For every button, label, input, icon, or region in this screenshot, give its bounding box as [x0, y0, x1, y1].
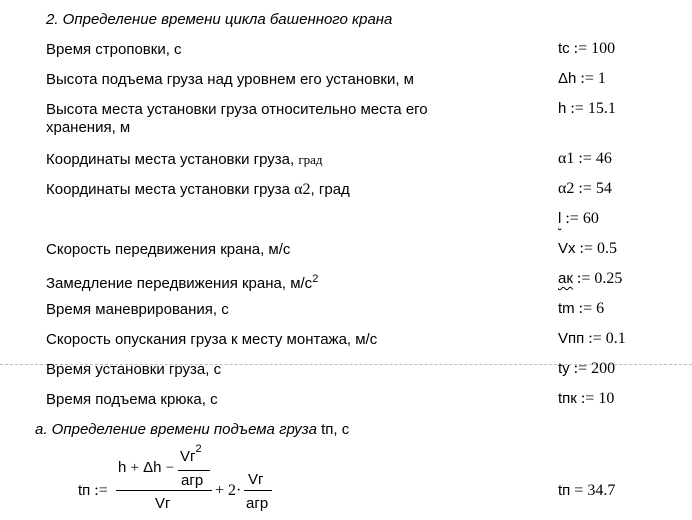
- formula-lhs: [78, 482, 112, 500]
- row-expr-dh: [558, 70, 606, 88]
- formula-result-var: tп: [558, 482, 571, 499]
- value-l: 60: [582, 210, 599, 227]
- formula-num-h: h: [118, 459, 127, 476]
- var-ty: ty: [558, 360, 570, 377]
- row-expr-tm: [558, 300, 604, 318]
- var-tc: tc: [558, 40, 570, 57]
- assign-op: :=: [588, 330, 602, 347]
- formula-num-minus: −: [165, 460, 175, 476]
- var-ak: aк: [558, 270, 573, 287]
- var-tpk: tпк: [558, 390, 577, 407]
- value-tpk: 10: [598, 390, 615, 407]
- assign-op: :=: [578, 180, 592, 197]
- value-h: 15.1: [587, 100, 616, 117]
- formula-inner-frac-line: [178, 470, 210, 471]
- row-label-dh: Высота подъема груза над уровнем его установки, м: [46, 71, 414, 88]
- row-label-h-line2: хранения, м: [46, 119, 131, 136]
- value-a2: 54: [595, 180, 612, 197]
- value-tm: 6: [596, 300, 605, 317]
- row-label-a2: [46, 181, 350, 198]
- row-label-a2-pre: Координаты места установки груза: [46, 181, 290, 198]
- value-a1: 46: [595, 150, 612, 167]
- formula-den: Vг: [155, 495, 171, 512]
- formula-f2-den: aгр: [246, 495, 269, 512]
- row-label-a2-greek: α2: [294, 181, 311, 198]
- row-label-h-line1: Высота места установки груза относительно места его: [46, 101, 428, 118]
- formula-assign: :=: [94, 482, 108, 499]
- value-vx: 0.5: [596, 240, 617, 257]
- subsection-title-text: a. Определение времени подъема груза: [35, 421, 317, 438]
- row-expr-h: [558, 100, 616, 118]
- row-expr-a1: [558, 150, 612, 168]
- formula-f2-frac-line: [244, 490, 272, 491]
- formula-lhs-var: tп: [78, 482, 91, 499]
- formula-plus-two: + 2·: [215, 482, 242, 499]
- value-ak: 0.25: [594, 270, 623, 287]
- row-expr-l: [558, 210, 599, 228]
- row-label-tpk: Время подъема крюка, с: [46, 391, 218, 408]
- result-equals: =: [574, 482, 584, 499]
- assign-op: :=: [570, 100, 584, 117]
- value-dh: 1: [597, 70, 606, 87]
- row-expr-tc: [558, 40, 615, 58]
- row-expr-ty: [558, 360, 615, 378]
- formula-inner-den: aгр: [181, 472, 204, 489]
- assign-op: :=: [565, 210, 579, 227]
- formula-result-value: 34.7: [587, 482, 616, 499]
- row-label-a1-unit: град: [298, 152, 323, 167]
- row-expr-ak: [558, 270, 622, 288]
- row-label-a1-text: Координаты места установки груза,: [46, 151, 295, 168]
- subsection-title: [35, 421, 349, 438]
- var-l: l: [558, 210, 562, 227]
- row-label-ak-sup: 2: [312, 273, 319, 285]
- value-vpp: 0.1: [605, 330, 626, 347]
- var-a1: α1: [558, 150, 575, 167]
- formula-main-frac-line: [116, 490, 212, 491]
- row-expr-tpk: [558, 390, 614, 408]
- row-label-ak-text: Замедление передвижения крана, м/с: [46, 275, 313, 292]
- var-tm: tm: [558, 300, 575, 317]
- formula-num-plus: +: [130, 460, 139, 476]
- row-label-a2-post: , град: [310, 181, 350, 198]
- assign-op: :=: [578, 300, 593, 317]
- assign-op: :=: [579, 240, 593, 257]
- formula-num-expr: [118, 459, 174, 477]
- row-label-tm: Время маневрирования, с: [46, 301, 229, 318]
- formula-num-dh: Δh: [143, 459, 162, 476]
- var-vx: Vx: [558, 240, 576, 257]
- assign-op: :=: [580, 390, 595, 407]
- formula-inner-num-var: Vг: [180, 448, 196, 465]
- row-label-ak: [46, 271, 318, 292]
- row-label-ty: Время установки груза, с: [46, 361, 222, 378]
- row-label-tc: Время строповки, с: [46, 41, 182, 58]
- var-dh: Δh: [558, 70, 577, 87]
- row-expr-vx: [558, 240, 617, 258]
- assign-op: :=: [576, 270, 591, 287]
- subsection-title-var: tп: [321, 421, 334, 438]
- formula-inner-num-sup: 2: [195, 443, 202, 455]
- assign-op: :=: [578, 150, 592, 167]
- var-a2: α2: [558, 180, 575, 197]
- formula-result: [558, 482, 615, 500]
- row-label-vpp: Скорость опускания груза к месту монтажа, м/с: [46, 331, 378, 348]
- section-title: 2. Определение времени цикла башенного крана: [46, 11, 393, 28]
- assign-op: :=: [580, 70, 594, 87]
- row-label-a1: [46, 151, 323, 168]
- row-label-vx: Скорость передвижения крана, м/с: [46, 241, 291, 258]
- var-h: h: [558, 100, 567, 117]
- row-expr-vpp: [558, 330, 626, 348]
- row-expr-a2: [558, 180, 612, 198]
- formula-f2-num: Vг: [248, 471, 264, 488]
- formula-inner-num: [180, 443, 202, 465]
- value-ty: 200: [591, 360, 616, 377]
- assign-op: :=: [573, 360, 588, 377]
- var-vpp: Vпп: [558, 330, 585, 347]
- value-tc: 100: [591, 40, 616, 57]
- assign-op: :=: [573, 40, 588, 57]
- subsection-title-unit: , с: [333, 421, 350, 438]
